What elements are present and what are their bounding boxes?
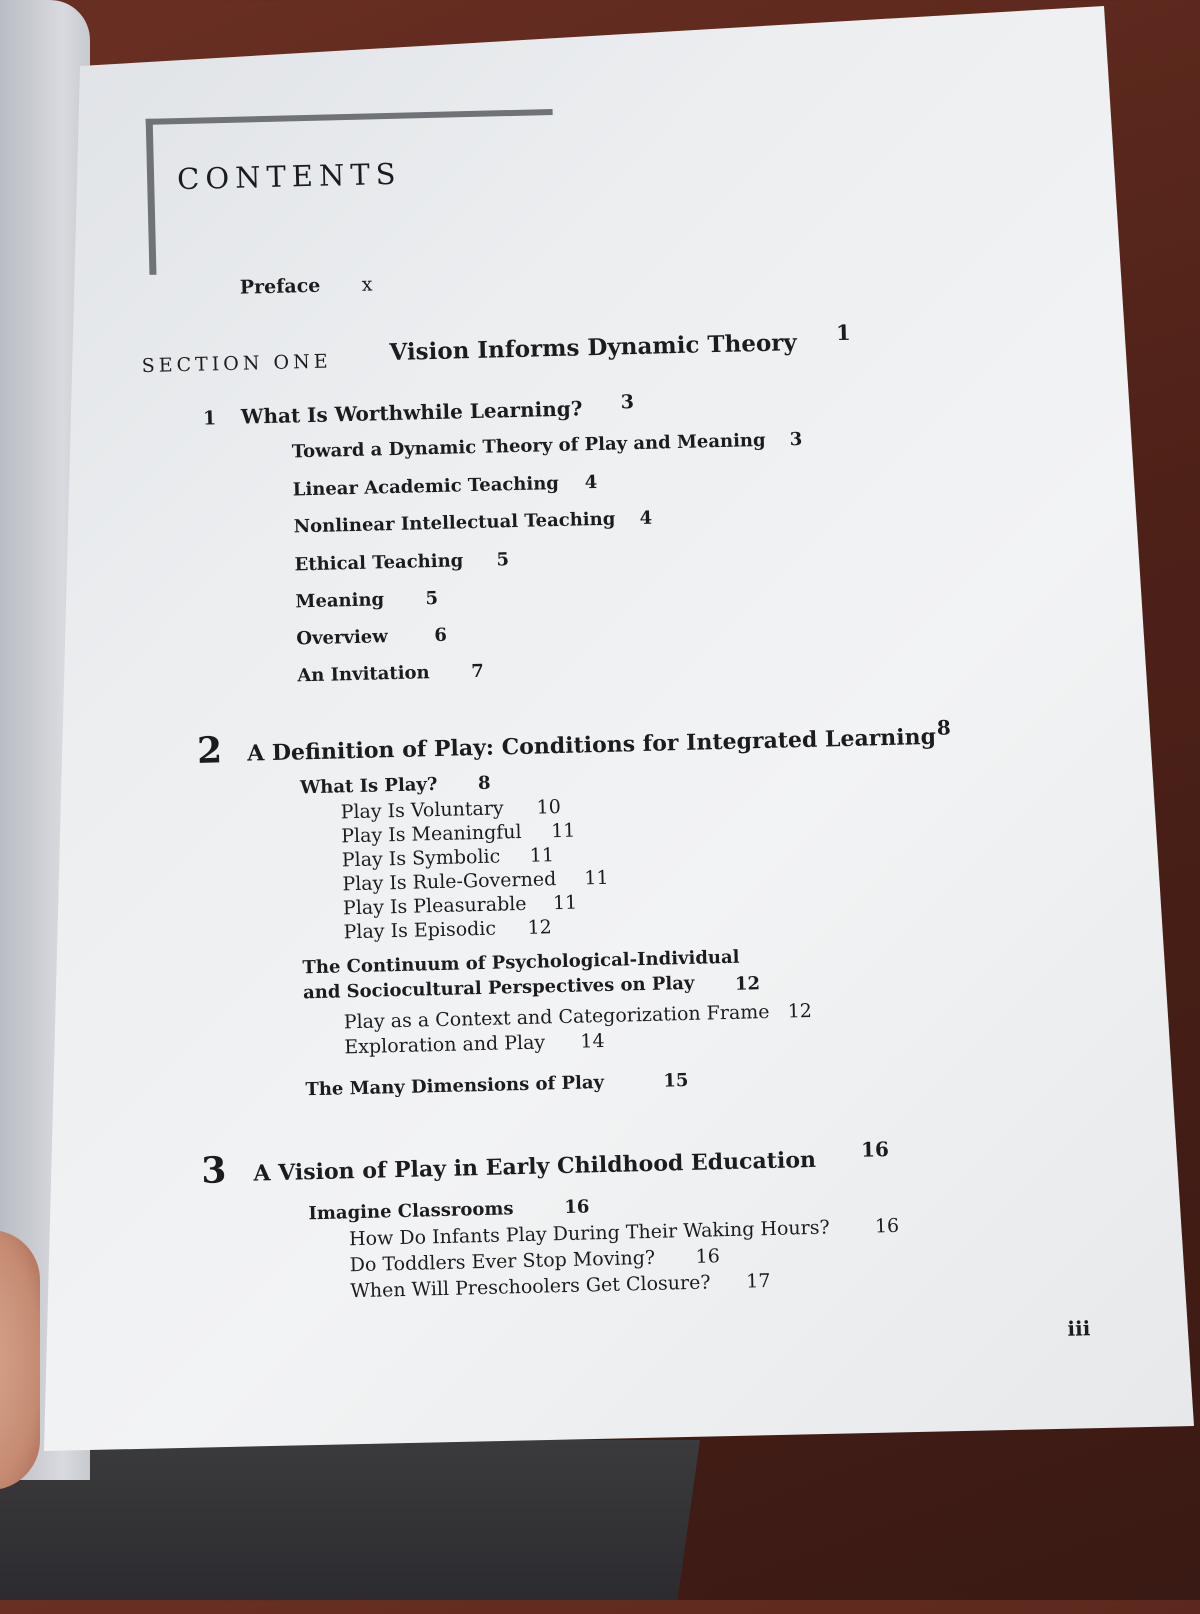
entry-page: 6: [434, 624, 448, 647]
toc-entry-multiline: [302, 946, 761, 1004]
entry-label: Meaning: [295, 589, 385, 613]
entry-label-line1: The Continuum of Psychological-Individual: [302, 946, 740, 979]
entry-label: How Do Infants Play During Their Waking Hours?: [348, 1216, 830, 1251]
entry-label: Ethical Teaching: [294, 550, 464, 576]
preface-entry: [239, 273, 373, 299]
entry-page: 11: [529, 844, 555, 867]
entry-page: 10: [536, 795, 562, 819]
entry-page: 7: [471, 660, 485, 683]
entry-label: What Is Play?: [299, 774, 438, 799]
toc-subentry: [343, 999, 813, 1034]
preface-label: Preface: [239, 274, 321, 299]
toc-entry: [299, 772, 491, 799]
chapter-title: What Is Worthwhile Learning?: [240, 396, 583, 429]
entry-page: 12: [787, 999, 813, 1023]
entry-label: Do Toddlers Ever Stop Moving?: [349, 1246, 656, 1277]
entry-label: Play Is Voluntary: [340, 797, 504, 824]
toc-subentry: [341, 844, 555, 872]
toc-subentry: [340, 819, 576, 848]
entry-label: Play Is Pleasurable: [342, 892, 527, 920]
entry-page: 16: [695, 1245, 721, 1268]
toc-entry: [294, 549, 510, 576]
toc-subentry: [350, 1270, 771, 1303]
toc-entry: [293, 507, 653, 538]
toc-subentry: [349, 1245, 721, 1277]
page-number: iii: [1067, 1316, 1091, 1341]
chapter-number: 2: [196, 729, 223, 772]
chapter-1-entry: [202, 391, 635, 430]
entry-page: 3: [789, 428, 803, 451]
chapter-2-entry: [196, 715, 951, 772]
entry-page: 11: [584, 866, 609, 890]
entry-label: Nonlinear Intellectual Teaching: [293, 508, 616, 538]
entry-label: Imagine Classrooms: [308, 1198, 514, 1225]
entry-page: 12: [734, 973, 761, 995]
chapter-number: 3: [200, 1149, 227, 1192]
entry-page: 12: [527, 916, 552, 939]
entry-label-line2: and Sociocultural Perspectives on Play: [302, 972, 695, 1004]
preface-page: x: [361, 273, 373, 296]
entry-page: 8: [477, 772, 491, 795]
entry-label: Exploration and Play: [344, 1031, 546, 1059]
chapter-page: 3: [620, 391, 635, 414]
section-page: 1: [835, 319, 852, 346]
entry-page: 11: [552, 891, 578, 915]
chapter-number: 1: [202, 407, 217, 430]
entry-page: 15: [663, 1069, 689, 1092]
entry-label: When Will Preschoolers Get Closure?: [350, 1271, 711, 1303]
entry-page: 16: [874, 1214, 900, 1238]
entry-page: 17: [745, 1270, 771, 1293]
toc-entry: [295, 587, 439, 613]
entry-page: 4: [639, 507, 653, 529]
entry-label: The Many Dimensions of Play: [305, 1072, 605, 1101]
entry-label: Overview: [296, 626, 388, 650]
entry-page: 16: [564, 1196, 590, 1219]
entry-label: Toward a Dynamic Theory of Play and Meaning: [291, 429, 766, 463]
toc-entry: [291, 428, 803, 463]
toc-entry: [308, 1196, 590, 1225]
toc-subentry: [342, 866, 609, 896]
entry-label: Linear Academic Teaching: [292, 472, 560, 501]
entry-page: 11: [550, 819, 576, 843]
toc-entry: [297, 660, 485, 687]
entry-page: 5: [425, 587, 439, 610]
entry-page: 5: [496, 549, 510, 571]
entry-label: Play as a Context and Categorization Frame: [343, 1000, 770, 1034]
toc-subentry: [342, 891, 578, 920]
toc-entry: [296, 624, 448, 650]
entry-page: 14: [580, 1029, 605, 1053]
entry-label: Play Is Episodic: [343, 917, 497, 944]
section-label: SECTION ONE: [141, 350, 332, 378]
entry-label: Play Is Rule-Governed: [342, 868, 557, 896]
toc-subentry: [344, 1029, 605, 1059]
entry-label: Play Is Symbolic: [341, 845, 501, 872]
toc-subentry: [343, 916, 552, 944]
entry-label: An Invitation: [297, 662, 430, 687]
entry-page: 4: [584, 472, 598, 494]
chapter-3-entry: [200, 1137, 890, 1192]
section-title: Vision Informs Dynamic Theory: [389, 329, 798, 367]
toc-subentry: [348, 1214, 900, 1251]
toc-entry: [305, 1069, 689, 1101]
chapter-page: 16: [860, 1137, 890, 1162]
chapter-title: A Vision of Play in Early Childhood Education: [253, 1146, 817, 1187]
entry-label: Play Is Meaningful: [340, 820, 522, 848]
chapter-title: A Definition of Play: Conditions for Integrated Learning: [246, 723, 937, 767]
toc-entry: [292, 472, 598, 501]
chapter-page: 8: [936, 715, 951, 740]
contents-heading: CONTENTS: [176, 156, 402, 197]
toc-subentry: [340, 795, 562, 824]
